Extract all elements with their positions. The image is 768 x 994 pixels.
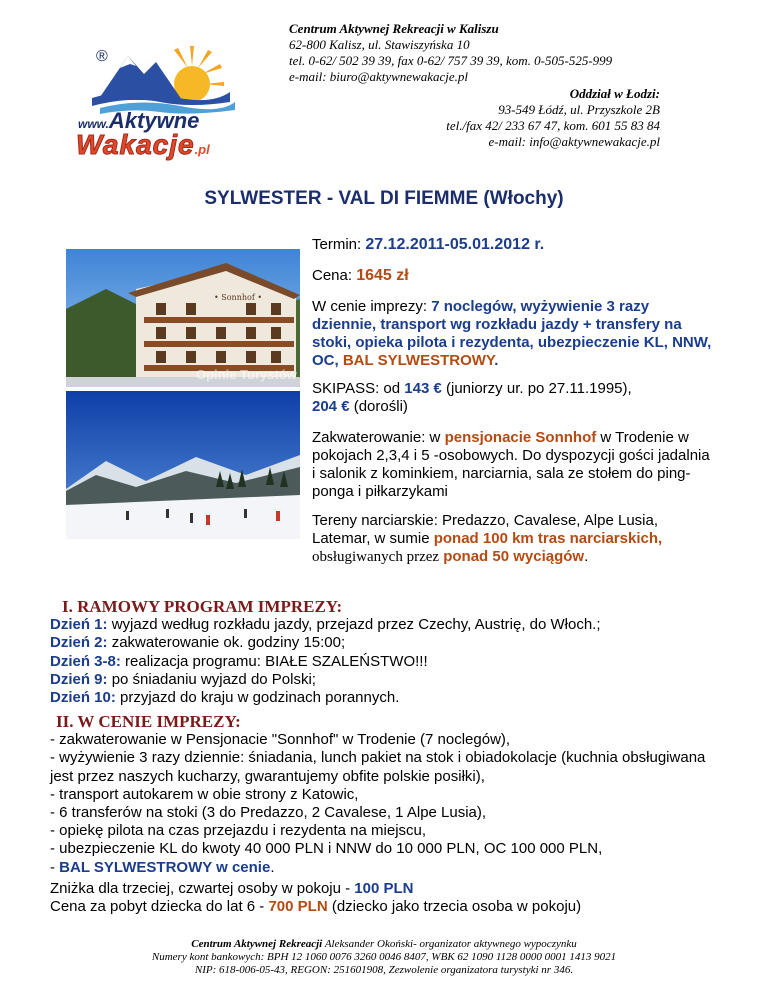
ski-slope-photo: [66, 391, 300, 539]
discount-third-value: 100 PLN: [354, 880, 414, 897]
skipass-price-junior: 143 €: [404, 380, 442, 397]
included-item: - wyżywienie 3 razy dziennie: śniadania, lunch pakiet na stok i obiadokolacje (kuchnia obsługiwana jest przez naszych kucharzy, gwarantujemy obfite polskie posiłki),: [50, 749, 706, 785]
tereny-highlight-trasy: ponad 100 km tras narciarskich,: [433, 530, 663, 547]
zakwaterowanie-label: Zakwaterowanie: w: [312, 429, 441, 446]
org-email: e-mail: biuro@aktywnewakacje.pl: [289, 69, 468, 84]
branch-address: 93-549 Łódź, ul. Przyszkole 2B: [498, 102, 660, 117]
termin-value: 27.12.2011-05.01.2012 r.: [365, 236, 545, 253]
included-item-bal: [50, 859, 730, 877]
program-day-list: [50, 616, 730, 707]
program-day-text: realizacja programu: BIAŁE SZALEŃSTWO!!!: [125, 652, 428, 670]
program-day-label: Dzień 10:: [50, 689, 116, 707]
org-address: 62-800 Kalisz, ul. Stawiszyńska 10: [289, 37, 470, 52]
included-item: - transport autokarem w obie strony z Katowic,: [50, 785, 359, 803]
tereny-paragraph: [312, 512, 712, 566]
included-list: [50, 731, 730, 858]
footer-organizer: Aleksander Okoński- organizator aktywnego wypoczynku: [324, 938, 577, 950]
footer-line-1: [0, 938, 768, 951]
section-included-title: II. W CENIE IMPREZY:: [56, 712, 241, 731]
program-day-text: przyjazd do kraju w godzinach porannych.: [120, 689, 400, 707]
program-day-label: Dzień 3-8:: [50, 652, 121, 670]
branch-email: e-mail: info@aktywnewakacje.pl: [488, 134, 660, 149]
logo-word-wakacje: Wakacje: [76, 129, 195, 160]
registered-mark: ®: [96, 48, 108, 65]
zakwaterowanie-text: w Trodenie w pokojach 2,3,4 i 5 -osobowych. Do dyspozycji gości jadalnia i salonik z kominkiem, narciarnia, sala ze stołem do ping-ponga i piłkarzykami: [312, 429, 710, 500]
logo-www: www.: [78, 117, 109, 131]
discount-child-end: (dziecko jako trzecia osoba w pokoju): [331, 898, 582, 916]
logo-text-2: [76, 129, 210, 161]
program-day-text: wyjazd według rozkładu jazdy, przejazd przez Czechy, Austrię, do Włoch.;: [111, 616, 601, 634]
program-day-label: Dzień 1:: [50, 616, 108, 634]
footer-bank-accounts: Numery kont bankowych: BPH 12 1060 0076 3260 0046 8407, WBK 62 1090 1128 0000 0001 1413 9021: [151, 951, 617, 963]
w-cenie-highlight: BAL SYLWESTROWY: [342, 352, 495, 369]
included-item: - opiekę pilota na czas przejazdu i rezydenta na miejscu,: [50, 822, 427, 840]
header-branch-office: [446, 86, 660, 150]
program-day: [50, 634, 730, 652]
page-title: SYLWESTER - VAL DI FIEMME (Włochy): [204, 188, 564, 209]
program-day-text: po śniadaniu wyjazd do Polski;: [111, 670, 316, 688]
section-program-title: I. RAMOWY PROGRAM IMPREZY:: [62, 597, 343, 616]
footer: [0, 938, 768, 977]
w-cenie-end: .: [494, 352, 499, 369]
program-day-label: Dzień 9:: [50, 670, 108, 688]
included-item-bal-end: .: [270, 858, 275, 876]
org-name: Centrum Aktywnej Rekreacji w Kaliszu: [289, 21, 499, 36]
skipass-adult-text: (dorośli): [353, 398, 408, 415]
tereny-text: Tereny narciarskie: Predazzo, Cavalese, Alpe Lusia, Latemar, w sumie: [312, 512, 659, 547]
discount-third-person: [50, 880, 730, 898]
header-main-office: [289, 21, 612, 85]
tereny-end: .: [584, 548, 589, 565]
program-day: [50, 616, 730, 634]
tereny-highlight-wyciagi: ponad 50 wyciągów: [443, 548, 585, 565]
included-item: - zakwaterowanie w Pensjonacie "Sonnhof" w Trodenie (7 noclegów),: [50, 731, 511, 749]
included-item-bal-prefix: -: [50, 858, 55, 876]
skipass-label: SKIPASS: od: [312, 380, 401, 397]
program-day: [50, 689, 730, 707]
program-day: [50, 671, 730, 689]
cena-line: [312, 267, 712, 285]
discount-third-text: Zniżka dla trzeciej, czwartej osoby w pokoju -: [50, 880, 351, 897]
included-item-bal-text: BAL SYLWESTROWY w cenie: [59, 858, 271, 876]
termin-label: Termin:: [312, 236, 362, 253]
tereny-text-2: obsługiwanych przez: [312, 549, 440, 565]
aktywne-wakacje-logo: [70, 38, 245, 163]
skipass-price-adult: 204 €: [312, 398, 350, 415]
program-day: [50, 653, 730, 671]
hotel-photo: [66, 249, 300, 387]
included-item: - 6 transferów na stoki (3 do Predazzo, 2 Cavalese, 1 Alpe Lusia),: [50, 804, 487, 822]
section-program: [50, 598, 730, 707]
photo-watermark: Opinie Turystów: [196, 367, 297, 382]
w-cenie-label: W cenie imprezy:: [312, 298, 428, 315]
logo-tld: .pl: [194, 142, 210, 157]
branch-title: Oddział w Łodzi:: [569, 86, 660, 101]
w-cenie-value: 7 noclegów, wyżywienie 3 razy dziennie, transport wg rozkładu jazdy + transfery na stoki, opieka pilota i rezydenta, ubezpieczenie KL, NNW, OC,: [312, 298, 712, 369]
cena-label: Cena:: [312, 267, 353, 284]
section-included: [50, 713, 730, 877]
program-day-text: zakwaterowanie ok. godziny 15:00;: [111, 634, 346, 652]
zakwaterowanie-paragraph: [312, 429, 712, 501]
branch-phone: tel./fax 42/ 233 67 47, kom. 601 55 83 84: [446, 118, 660, 133]
termin-line: [312, 236, 712, 254]
org-phone: tel. 0-62/ 502 39 39, fax 0-62/ 757 39 39, kom. 0-505-525-999: [289, 53, 613, 68]
footer-org: Centrum Aktywnej Rekreacji: [191, 938, 323, 950]
discount-child-text: Cena za pobyt dziecka do lat 6 -: [50, 898, 265, 916]
discount-child-value: 700 PLN: [268, 898, 328, 916]
discounts: [50, 880, 730, 916]
discount-child: [50, 898, 730, 916]
cena-value: 1645 zł: [356, 267, 409, 284]
logo-word-aktywne: Aktywne: [108, 108, 200, 133]
footer-registration: NIP: 618-006-05-43, REGON: 251601908, Zezwolenie organizatora turystyki nr 346.: [194, 964, 574, 976]
skipass-paragraph: [312, 380, 712, 416]
w-cenie-paragraph: [312, 298, 712, 370]
zakwaterowanie-hotel: pensjonacie Sonnhof: [444, 429, 597, 446]
included-item: - ubezpieczenie KL do kwoty 40 000 PLN i NNW do 10 000 PLN, OC 100 000 PLN,: [50, 840, 603, 858]
program-day-label: Dzień 2:: [50, 634, 108, 652]
hotel-sign: • Sonnhof •: [214, 293, 263, 302]
skipass-junior-text: (juniorzy ur. po 27.11.1995),: [446, 380, 632, 397]
